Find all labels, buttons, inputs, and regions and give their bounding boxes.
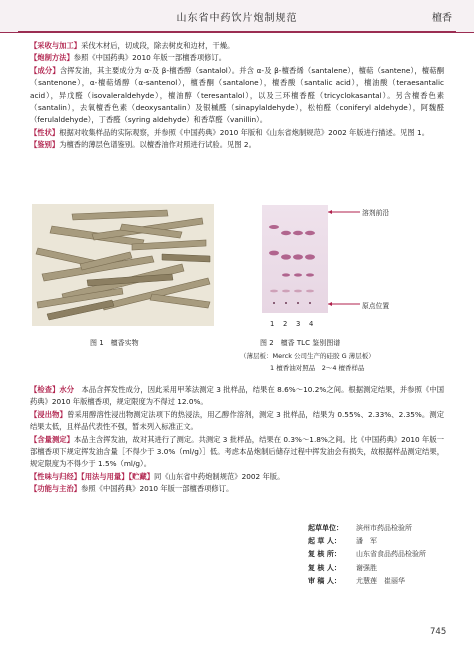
signature-value: 谢强胜: [356, 563, 377, 572]
signature-value: 山东省食品药品检验所: [356, 550, 426, 559]
section-extract: [30, 409, 444, 434]
sandalwood-pieces-image: [32, 204, 214, 326]
signature-value: 潘 军: [356, 537, 377, 546]
figure2-legend: 1 檀香油对照品 2～4 檀香样品: [270, 364, 365, 372]
lane-number: 3: [296, 320, 301, 328]
section-text: 为檀香的薄层色谱鉴别。以檀香油作对照进行试验。见图 2。: [59, 140, 256, 150]
section-tag: 【鉴别】: [30, 140, 60, 150]
section-tag: 【采收与加工】: [30, 41, 82, 50]
section-text: 参照《中国药典》2010 年版一部檀香项修订。: [73, 53, 227, 63]
section-identification: [30, 139, 444, 151]
signature-key: 起草单位：: [308, 524, 343, 532]
body-text-top: [30, 40, 444, 152]
signature-row: [308, 522, 426, 535]
origin-label: 原点位置: [362, 302, 390, 310]
section-inspection: [30, 384, 444, 409]
signature-row: [308, 535, 426, 548]
signature-value: 滨州市药品检验所: [356, 524, 412, 532]
solvent-front-label: 溶剂前沿: [362, 209, 390, 217]
signature-key: 审 稿 人：: [308, 576, 341, 585]
tlc-plate-image: [262, 205, 328, 313]
signature-key: 起 草 人：: [308, 537, 341, 546]
section-tag: 【性味与归经】【用法与用量】【贮藏】: [30, 471, 155, 481]
page-number: 745: [430, 627, 447, 637]
section-assay: [30, 434, 444, 471]
lane-number: 2: [283, 320, 288, 328]
section-tag: 【功能与主治】: [30, 484, 82, 494]
section-tag: 【浸出物】: [30, 409, 67, 419]
section-text: 采伐木材后，切成段，除去树皮和边材，干燥。: [81, 41, 235, 50]
section-tag: 【成分】: [30, 65, 60, 75]
lane-number: 1: [270, 320, 275, 328]
figure2-tlc-plate: [262, 205, 328, 313]
section-text: 本品含挥发性成分，因此采用甲苯法测定 3 批样品，结果在 8.6%～10.2%之间。根据测定结果，并参照《中国药典》2010 年版檀香项，规定限度为不得过 12.0%。: [30, 385, 444, 407]
figure1-caption: 图 1 檀香实物: [90, 339, 139, 347]
tlc-annotation-lines: [328, 205, 368, 315]
section-text: 曾采用醇溶性浸出物测定法项下的热浸法，用乙醇作溶剂，测定 3 批样品，结果为 0.55%、2.33%、2.35%。测定结果太低，且样品代表性不强，暂未列入标准正文。: [30, 409, 445, 432]
body-text-bottom: [30, 384, 444, 496]
section-processing: [30, 52, 444, 64]
section-tag: 【含量测定】: [30, 434, 74, 444]
header-divider: [18, 31, 456, 32]
header-herb-name: 檀香: [432, 13, 452, 24]
header-title: 山东省中药饮片炮制规范: [176, 13, 298, 24]
figure2-note: （薄层板：Merck 公司生产的硅胶 G 薄层板）: [240, 352, 375, 360]
section-collection: [30, 40, 444, 52]
figure1-photo: [32, 204, 214, 326]
section-function: [30, 483, 444, 495]
section-tag: 【检查】水分: [30, 385, 75, 394]
section-text: 本品主含挥发油，故对其进行了测定。共测定 3 批样品，结果在 0.3%～1.8%之间。比《中国药典》2010 年版一部檀香项下规定挥发油含量［不得少于 3.0%（ml/g）］低。考虑本品炮制后储存过程中挥发油会有损失，故根据样品测定结果，规定限度为不得少于 1.5%（ml/g）。: [30, 434, 444, 469]
lane-number: 4: [309, 320, 314, 328]
signature-block: [308, 522, 426, 588]
section-tag: 【炮制方法】: [30, 53, 74, 63]
signature-value: 尤慧莲 崔丽华: [356, 576, 405, 585]
section-text: 参照《中国药典》2010 年版一部檀香项修订。: [81, 484, 234, 494]
section-text: 含挥发油，其主要成分为 α-及 β-檀香醇（santalol）。并含 α-及 β-檀香烯（santalene），檀萜（santene），檀萜酮（santenone），α-檀萜烯醇（α-santenol），檀香酮（santalone），檀香酸（santalic acid），檀油酸（teraesantalic acid），异戊醛（isovaleraldehyde），檀油醇（teresantalol），以及三环檀香醛（tricyclokasantal）。另含檀香色素（santalin），去氧檀香色素（deoxysantalin）及银槭醛（sinapylaldehyde），松柏醛（coniferyl aldehyde），阿魏醛（ferulaldehyde），丁香醛（syring aldehyde）和香草醛（vanillin）。: [30, 65, 444, 125]
figure2-caption: 图 2 檀香 TLC 鉴别图谱: [260, 339, 341, 347]
section-composition: [30, 65, 444, 127]
section-text: 根据对收集样品的实际观察，并参照《中国药典》2010 年版和《山东省炮制规范》2002 年版进行描述。见图 1。: [59, 127, 429, 137]
section-tag: 【性状】: [30, 127, 60, 137]
section-text: 同《山东省中药炮制规范》2002 年版。: [154, 471, 285, 481]
signature-key: 复 核 人：: [308, 563, 341, 572]
signature-row: [308, 548, 426, 561]
section-meridian: [30, 471, 444, 483]
section-character: [30, 127, 444, 139]
signature-key: 复 核 所：: [308, 550, 341, 559]
signature-row: [308, 562, 426, 575]
signature-row: [308, 575, 426, 588]
